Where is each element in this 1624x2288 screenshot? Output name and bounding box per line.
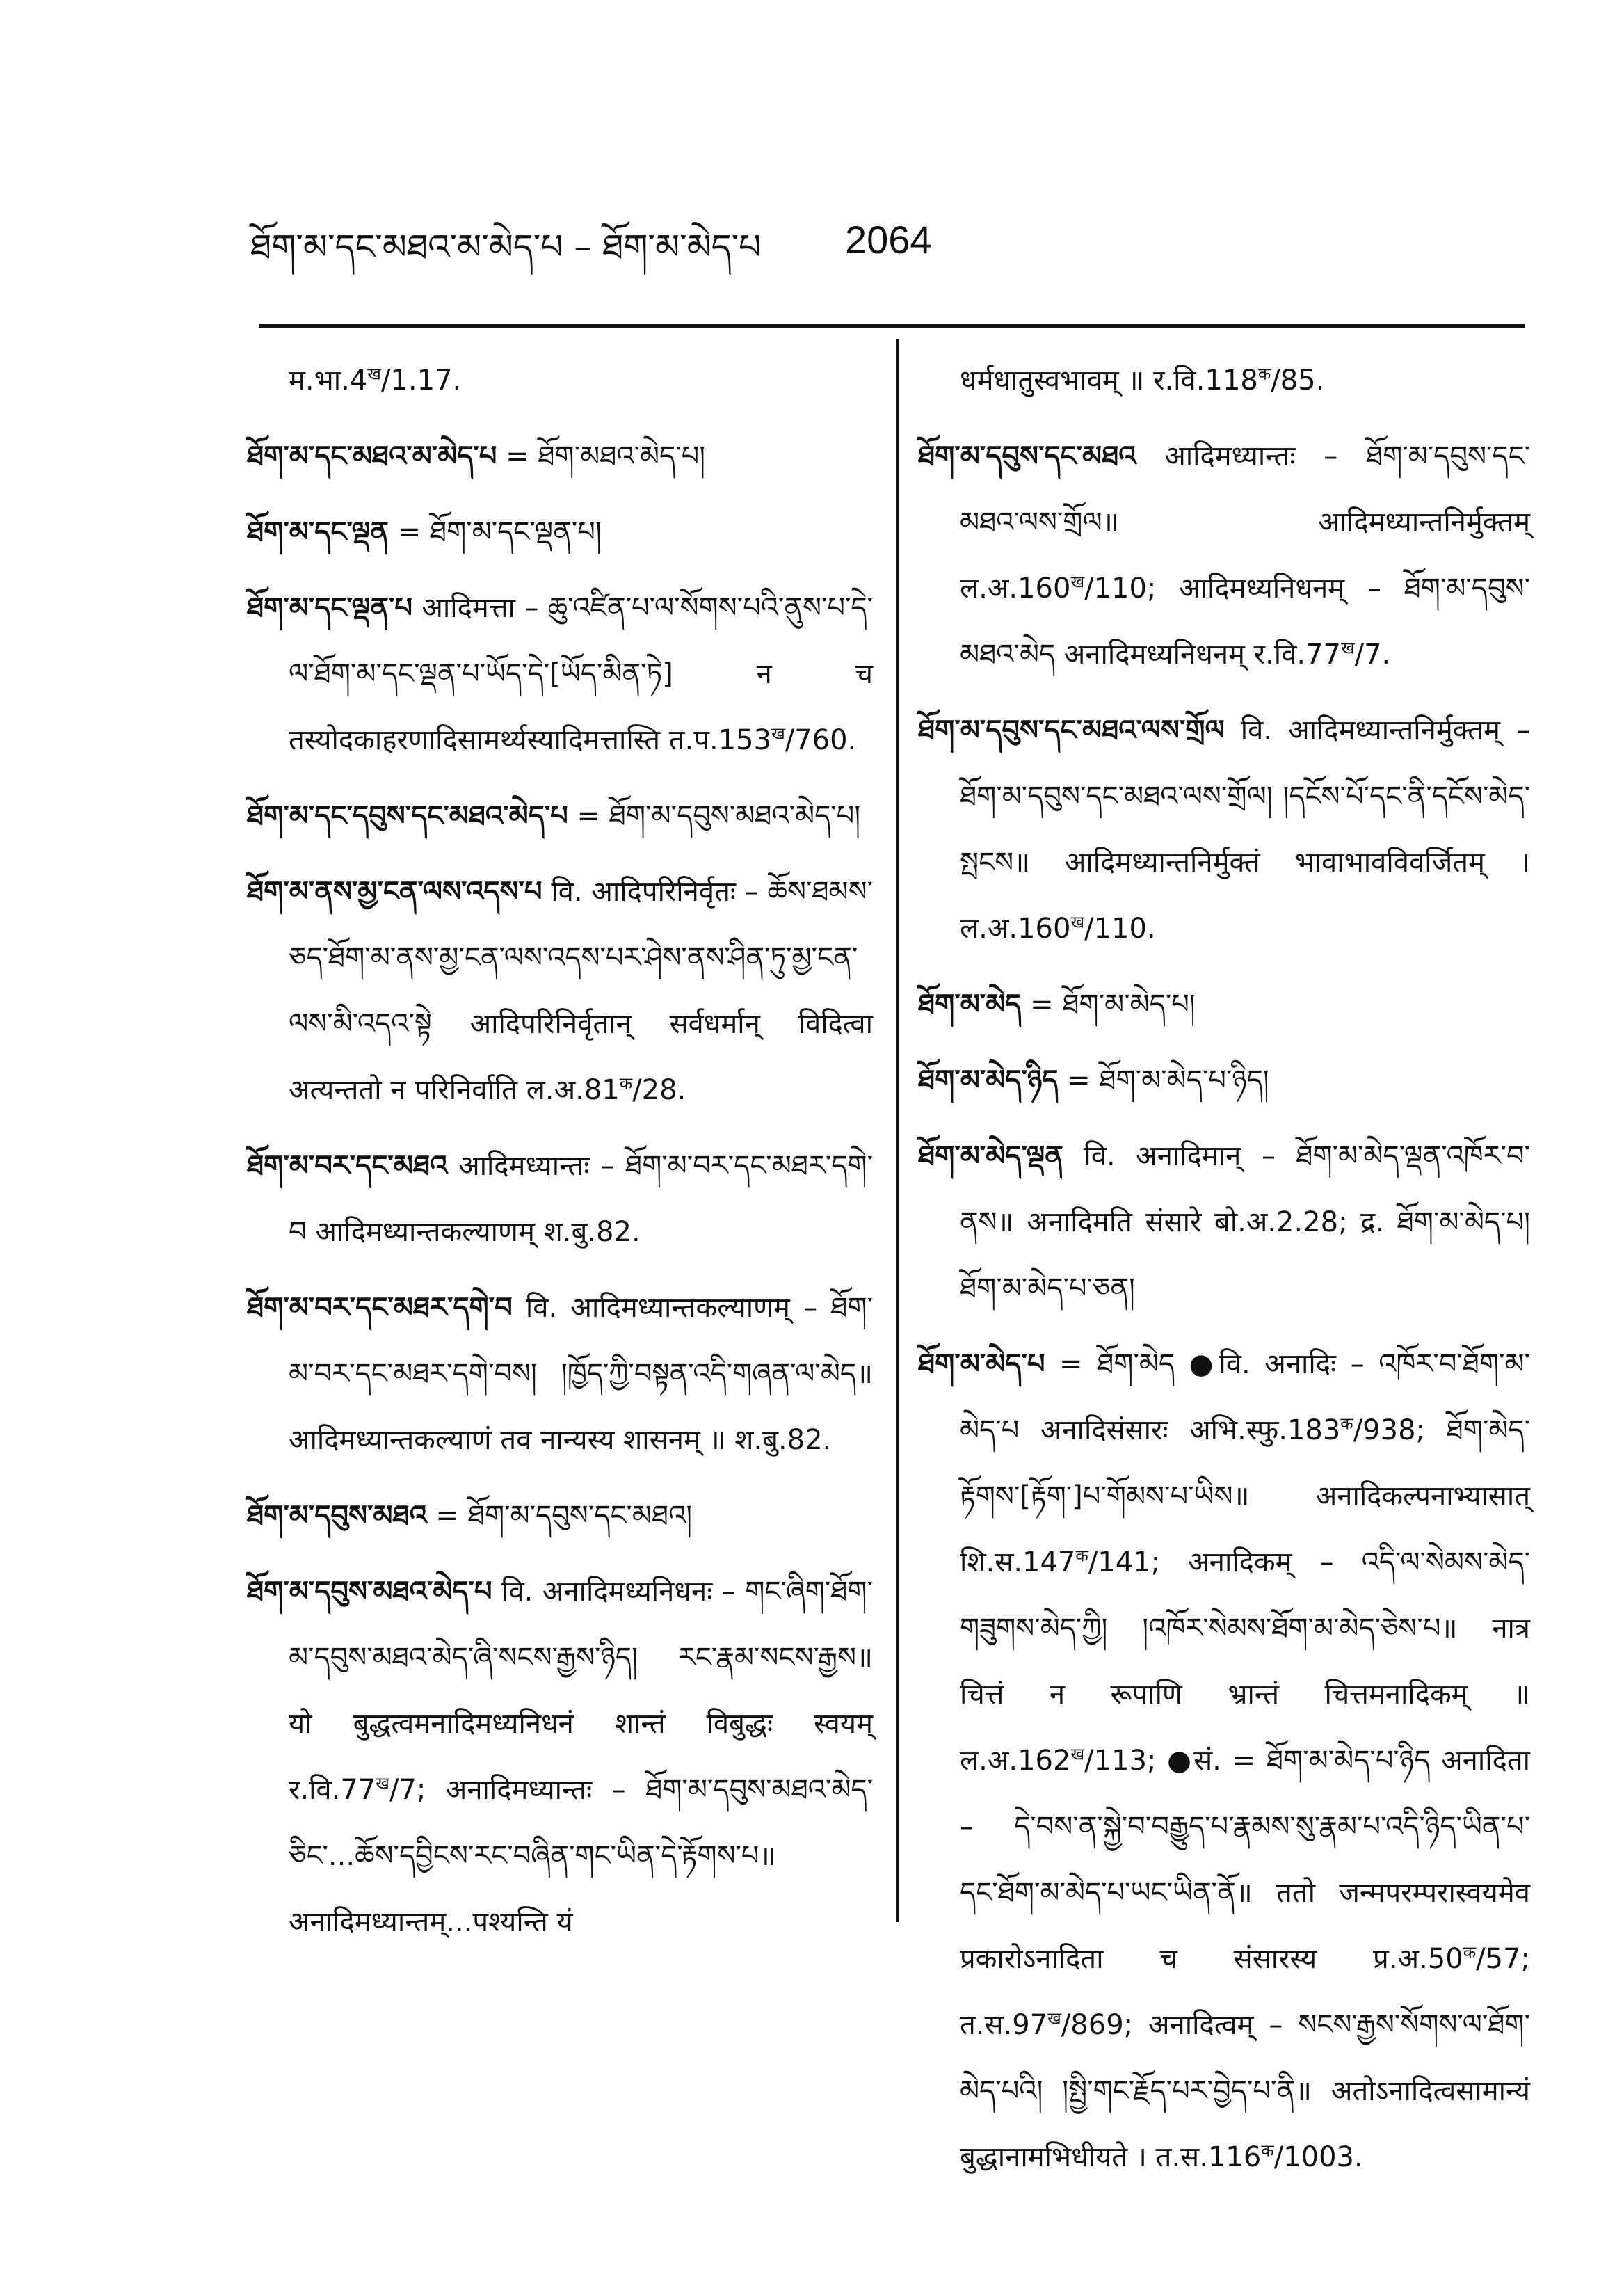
running-header: ཐོག་མ་དང་མཐའ་མ་མེད་པ – ཐོག་མ་མེད་པ xyxy=(250,227,762,267)
folio-side-marker: ख xyxy=(771,723,785,744)
dictionary-entry xyxy=(918,1123,1530,1322)
entry-text: /869; अनादित्वम् – སངས་རྒྱས་སོགས་ལ་ཐོག་མེད་པའི། །སྤྱི་གང་རྗོད་པར་བྱེད་པ་ནི॥ अतोऽनादित्वसामान्यं बुद्धानामभिधीयते । त.स.116 xyxy=(960,2009,1530,2173)
entry-text: = ཐོག་མ་མེད་པ། xyxy=(1021,989,1196,1021)
headword: ཐོག་མ་ནས་མྱ་ངན་ལས་འདས་པ xyxy=(247,876,542,908)
page-number: 2064 xyxy=(845,218,932,262)
entry-text: /7. xyxy=(1354,639,1391,671)
folio-side-marker: ख xyxy=(1047,2008,1061,2029)
entry-text: वि. अनादिमध्यनिधनः – གང་ཞིག་ཐོག་མ་དབུས་མཐའ་མེད་ཞི་སངས་རྒྱས་ཉིད། རང་རྣམ་སངས་རྒྱས॥ यो बुद्धत्वमनादिमध्यनिधनं शान्तं विबुद्धः स्वयम् र.वि.77 xyxy=(289,1576,873,1806)
entry-text: /938; ཐོག་མེད་རྟོགས་[རྟོག་]པ་གོམས་པ་ཡིས॥ अनादिकल्पनाभ्यासात् शि.स.147 xyxy=(960,1414,1530,1578)
headword: ཐོག་མ་མེད xyxy=(918,989,1022,1021)
left-column xyxy=(247,348,873,1965)
dictionary-entry xyxy=(247,1275,873,1473)
headword: ཐོག་མ་དང་ལྡན xyxy=(247,516,389,548)
folio-side-marker: ख xyxy=(1340,638,1355,658)
entry-text: = ཐོག་མ་དབུས་དང་མཐའ། xyxy=(426,1500,693,1532)
folio-side-marker: क xyxy=(1261,2141,1274,2161)
folio-side-marker: ख xyxy=(376,1773,389,1793)
header-rule xyxy=(259,324,1525,328)
entry-text: /760. xyxy=(785,724,857,756)
folio-side-marker: ख xyxy=(1070,912,1085,932)
folio-side-marker: ख xyxy=(1070,1744,1085,1764)
folio-side-marker: क xyxy=(1340,1414,1353,1434)
headword: ཐོག་མ་དང་མཐའ་མ་མེད་པ xyxy=(247,440,497,472)
entry-text: वि. आदिमध्यान्तकल्याणम् – ཐོག་མ་བར་དང་མཐར་དགེ་བས། །ཁྱོད་ཀྱི་བསྟན་འདི་གཞན་ལ་མེད॥ आदिमध्यान्तकल्याणं तव नान्यस्य शासनम् ॥ श.बु.82. xyxy=(289,1292,873,1456)
entry-text: वि. अनादिमान् – ཐོག་མ་མེད་ལྡན་འཁོར་བ་ནས॥ अनादिमति संसारे बो.अ.2.28; द्र. ཐོག་མ་མེད་པ། ཐོག་མ་མེད་པ་ཅན། xyxy=(960,1140,1530,1304)
entry-text: म.भा.4 xyxy=(289,365,368,397)
entry-text: = ཐོག་མ་དང་ལྡན་པ། xyxy=(388,516,602,548)
dictionary-entry xyxy=(247,424,873,490)
entry-text: /85. xyxy=(1271,365,1325,397)
headword: ཐོག་མ་དབུས་དང་མཐའ xyxy=(918,440,1136,472)
entry-text: /57; त.स.97 xyxy=(960,1943,1530,2041)
entry-text: /113; ●सं. = ཐོག་མ་མེད་པ་ཉིད अनादिता – དེ་བས་ན་སྐྱེ་བ་བརྒྱུད་པ་རྣམས་སུ་རྣམ་པ་འདི་ཉིད་ཡིན་པ་དང་ཐོག་མ་མེད་པ་ཡང་ཡིན་ནོ॥ ततो जन्मपरम्परास्वयमेव प्रकारोऽनादिता च संसारस्य प्र.अ.50 xyxy=(960,1745,1530,1975)
headword: ཐོག་མ་དབུས་མཐའ xyxy=(247,1500,427,1532)
entry-text: = ཐོག་མཐའ་མེད་པ། xyxy=(497,440,706,472)
entry-text: /1003. xyxy=(1273,2141,1363,2173)
entry-text: आदिमध्यान्तः – ཐོག་མ་བར་དང་མཐར་དགེ་བ आदिमध्यान्तकल्याणम् श.बु.82. xyxy=(289,1150,873,1248)
column-divider xyxy=(896,339,899,1922)
folio-side-marker: क xyxy=(1463,1942,1477,1962)
entry-text: /110. xyxy=(1084,913,1156,945)
entry-text: = ཐོག་མ་དབུས་མཐའ་མེད་པ། xyxy=(568,800,861,832)
entry-text: आदिमत्ता – ཆུ་འཛིན་པ་ལ་སོགས་པའི་ནུས་པ་དེ་ལ་ཐོག་མ་དང་ལྡན་པ་ཡོད་དེ་[ཡོད་མིན་ཏེ] न च तस्योदकाहरणादिसामर्थ्यस्यादिमत्तास्ति त.प.153 xyxy=(289,592,873,756)
folio-side-marker: ख xyxy=(367,364,381,384)
folio-side-marker: क xyxy=(1257,364,1271,384)
entry-text: = ཐོག་མེད ●वि. अनादिः – འཁོར་བ་ཐོག་མ་མེད་པ अनादिसंसारः अभि.स्फु.183 xyxy=(960,1348,1530,1446)
dictionary-entry xyxy=(247,1559,873,1955)
right-column xyxy=(918,348,1530,2200)
entry-text: /110; आदिमध्यनिधनम् – ཐོག་མ་དབུས་མཐའ་མེད अनादिमध्यनिधनम् र.वि.77 xyxy=(960,573,1530,671)
dictionary-entry xyxy=(247,575,873,774)
entry-text: आदिमध्यान्तः – ཐོག་མ་དབུས་དང་མཐའ་ལས་གྲོལ॥ आदिमध्यान्तनिर्मुक्तम् ल.अ.160 xyxy=(960,440,1530,605)
dictionary-entry xyxy=(247,1483,873,1549)
dictionary-entry xyxy=(918,1331,1530,2191)
headword: ཐོག་མ་མེད་པ xyxy=(918,1348,1045,1380)
entry-text: वि. आदिमध्यान्तनिर्मुक्तम् – ཐོག་མ་དབུས་དང་མཐའ་ལས་གྲོལ། །དངོས་པོ་དང་ནི་དངོས་མེད་སྤངས॥ आदिमध्यान्तनिर्मुक्तं भावाभावविवर्जितम् । ल.अ.160 xyxy=(960,714,1530,945)
entry-text: /7; अनादिमध्यान्तः – ཐོག་མ་དབུས་མཐའ་མེད་ཅིང་...ཆོས་དབྱིངས་རང་བཞིན་གང་ཡིན་དེ་རྟོགས་པ॥ अनादिमध्यान्तम्...पश्यन्ति यं xyxy=(289,1774,873,1938)
entry-text: वि. आदिपरिनिर्वृतः – ཆོས་ཐམས་ཅད་ཐོག་མ་ནས་མྱ་ངན་ལས་འདས་པར་ཤེས་ནས་ཤིན་ཏུ་མྱ་ངན་ལས་མི་འདའ་སྟེ आदिपरिनिर्वृतान् सर्वधर्मान् विदित्वा अत्यन्ततो न परिनिर्वाति ल.अ.81 xyxy=(289,876,873,1106)
headword: ཐོག་མ་བར་དང་མཐར་དགེ་བ xyxy=(247,1292,513,1324)
entry-text: /141; अनादिकम् – འདི་ལ་སེམས་མེད་གཟུགས་མེད་ཀྱི། །འཁོར་སེམས་ཐོག་མ་མེད་ཅེས་པ॥ नात्र चित्तं न रूपाणि भ्रान्तं चित्तमनादिकम् ॥ ल.अ.162 xyxy=(960,1546,1530,1777)
entry-text: = ཐོག་མ་མེད་པ་ཉིད། xyxy=(1058,1064,1269,1096)
dictionary-entry xyxy=(918,424,1530,688)
entry-text: /28. xyxy=(632,1074,686,1106)
dictionary-entry xyxy=(247,783,873,849)
entry-text: धर्मधातुस्वभावम् ॥ र.वि.118 xyxy=(960,365,1258,397)
folio-side-marker: क xyxy=(619,1073,633,1094)
dictionary-entry xyxy=(247,499,873,566)
dictionary-entry xyxy=(918,698,1530,962)
headword: ཐོག་མ་དབུས་མཐའ་མེད་པ xyxy=(247,1576,492,1608)
folio-side-marker: क xyxy=(1075,1546,1088,1566)
entry-continuation xyxy=(247,348,873,414)
headword: ཐོག་མ་མེད་ཉིད xyxy=(918,1064,1059,1096)
dictionary-entry xyxy=(247,1133,873,1265)
entry-continuation xyxy=(918,348,1530,414)
headword: ཐོག་མ་དང་ལྡན་པ xyxy=(247,592,412,624)
dictionary-entry xyxy=(918,972,1530,1038)
dictionary-entry xyxy=(247,859,873,1123)
headword: ཐོག་མ་དབུས་དང་མཐའ་ལས་གྲོལ xyxy=(918,714,1225,746)
dictionary-entry xyxy=(918,1048,1530,1114)
folio-side-marker: ख xyxy=(1070,572,1085,592)
headword: ཐོག་མ་མེད་ལྡན xyxy=(918,1140,1063,1172)
entry-text: /1.17. xyxy=(380,365,462,397)
headword: ཐོག་མ་དང་དབུས་དང་མཐའ་མེད་པ xyxy=(247,800,568,832)
headword: ཐོག་མ་བར་དང་མཐའ xyxy=(247,1150,448,1182)
